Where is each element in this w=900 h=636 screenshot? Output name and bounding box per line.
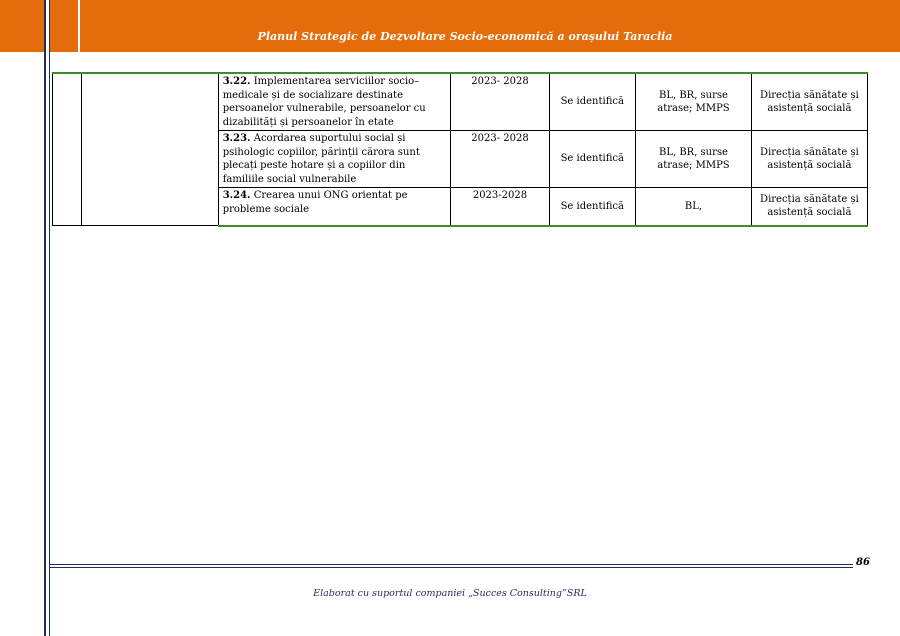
left-margin-rule [44,0,46,636]
action-text: Acordarea suportului social și psihologic copiilor, părinții cărora sunt plecați peste hotare și a copiilor din familiile social vulnerabile [222,133,420,185]
header-left-block [0,0,44,52]
action-number: 3.23. [222,133,251,144]
footer-rule [50,564,853,565]
header-separator [78,0,80,52]
footer-rule-second [50,567,853,568]
action-number: 3.22. [222,76,251,87]
action-cell [218,188,451,226]
sources-cell: BL, [636,188,752,226]
header-band [50,0,900,52]
period-cell: 2023- 2028 [451,73,549,131]
action-cell [218,73,451,131]
period-cell: 2023-2028 [451,188,549,226]
responsible-cell: Direcția sănătate și asistență socială [751,73,867,131]
empty-cell [53,73,82,226]
left-margin-rule-thin [49,0,50,636]
action-text: Implementarea serviciilor socio–medicale și de socializare destinate persoanelor vulnerabile, persoanelor cu dizabilități și persoanelor în etate [222,76,426,128]
footer-credit: Elaborat cu suportul companiei „Succes Consulting”SRL [313,588,587,599]
action-text: Crearea unui ONG orientat pe probleme sociale [222,190,408,215]
action-plan-table [52,72,868,227]
responsible-cell: Direcția sănătate și asistență socială [751,131,867,188]
sources-cell: BL, BR, surse atrase; MMPS [636,131,752,188]
cost-cell: Se identifică [549,188,636,226]
empty-cell [81,73,218,226]
period-cell: 2023- 2028 [451,131,549,188]
cost-cell: Se identifică [549,131,636,188]
table-row [53,73,868,131]
action-cell [218,131,451,188]
page-number: 86 [856,557,870,568]
page-header-title: Planul Strategic de Dezvoltare Socio-economică a orașului Taraclia [257,30,673,43]
action-number: 3.24. [222,190,251,201]
cost-cell: Se identifică [549,73,636,131]
responsible-cell: Direcția sănătate și asistență socială [751,188,867,226]
sources-cell: BL, BR, surse atrase; MMPS [636,73,752,131]
